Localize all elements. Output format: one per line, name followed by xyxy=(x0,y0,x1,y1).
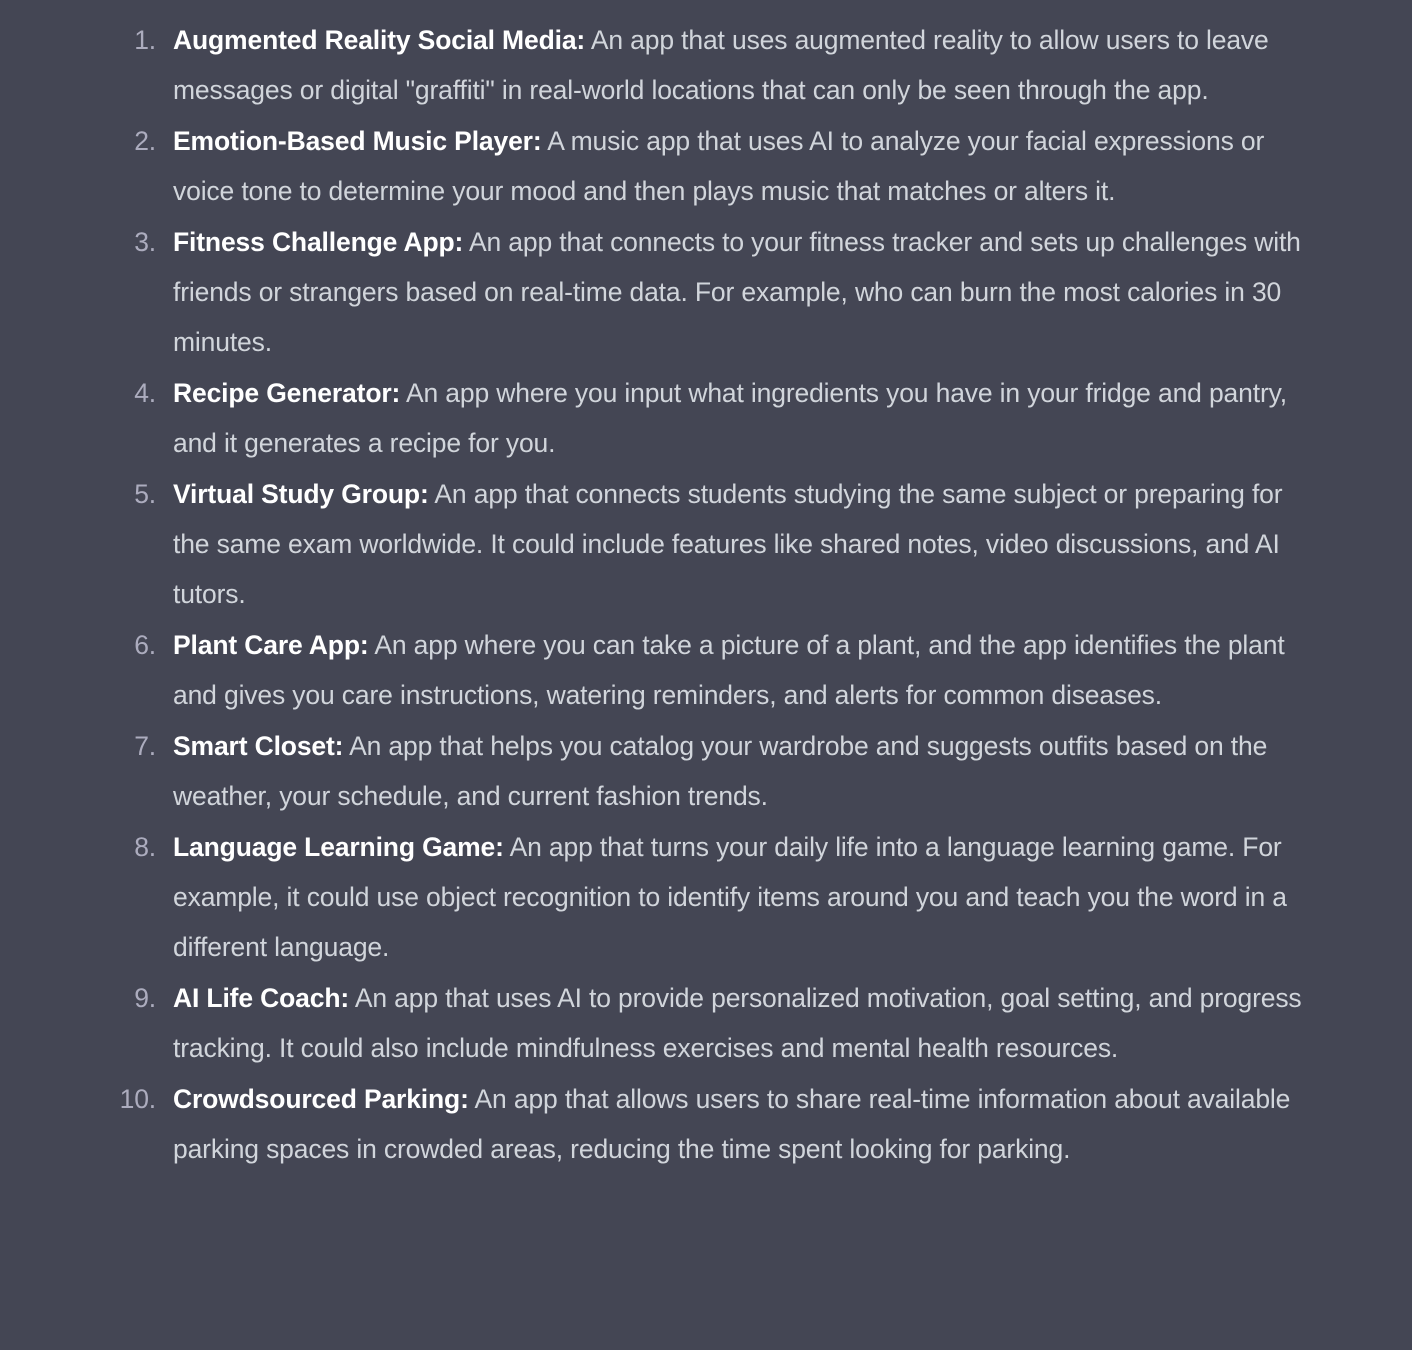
list-item xyxy=(0,1074,1412,1175)
list-number: 7. xyxy=(134,730,156,761)
list-item xyxy=(0,116,1412,217)
idea-description: A music app that uses AI to analyze your facial expressions or voice tone to determine your mood and then plays music that matches or alters it. xyxy=(173,125,1265,207)
idea-title: Emotion-Based Music Player: xyxy=(173,125,542,156)
idea-description: An app that turns your daily life into a language learning game. For example, it could use object recognition to identify items around you and teach you the word in a different language. xyxy=(173,831,1287,963)
idea-title: Fitness Challenge App: xyxy=(173,226,464,257)
list-item xyxy=(0,15,1412,116)
list-number: 10. xyxy=(119,1083,156,1114)
list-item xyxy=(0,368,1412,469)
list-number: 4. xyxy=(134,377,156,408)
list-item xyxy=(0,721,1412,822)
idea-description: An app that uses AI to provide personalized motivation, goal setting, and progress tracking. It could also include mindfulness exercises and mental health resources. xyxy=(173,982,1302,1064)
idea-title: Augmented Reality Social Media: xyxy=(173,25,586,55)
idea-description: An app that allows users to share real-time information about available parking spaces in crowded areas, reducing the time spent looking for parking. xyxy=(173,1083,1291,1164)
list-number: 1. xyxy=(134,25,156,55)
idea-title: Plant Care App: xyxy=(173,629,369,660)
list-item xyxy=(0,620,1412,721)
idea-description: An app that uses augmented reality to allow users to leave messages or digital "graffiti" in real-world locations that can only be seen through the app. xyxy=(173,25,1269,106)
list-number: 2. xyxy=(134,125,156,156)
list-item xyxy=(0,973,1412,1074)
list-item xyxy=(0,217,1412,368)
idea-description: An app that connects students studying the same subject or preparing for the same exam worldwide. It could include features like shared notes, video discussions, and AI tutors. xyxy=(173,478,1283,610)
idea-title: Recipe Generator: xyxy=(173,377,401,408)
idea-title: Virtual Study Group: xyxy=(173,478,429,509)
idea-title: Smart Closet: xyxy=(173,730,344,761)
idea-description: An app where you can take a picture of a plant, and the app identifies the plant and gives you care instructions, watering reminders, and alerts for common diseases. xyxy=(173,629,1285,711)
idea-description: An app where you input what ingredients you have in your fridge and pantry, and it generates a recipe for you. xyxy=(173,377,1287,459)
idea-description: An app that helps you catalog your wardrobe and suggests outfits based on the weather, your schedule, and current fashion trends. xyxy=(173,730,1268,812)
list-number: 3. xyxy=(134,226,156,257)
list-item xyxy=(0,822,1412,973)
idea-title: AI Life Coach: xyxy=(173,982,350,1013)
idea-title: Language Learning Game: xyxy=(173,831,504,862)
list-item xyxy=(0,469,1412,620)
idea-title: Crowdsourced Parking: xyxy=(173,1083,469,1114)
list-number: 8. xyxy=(134,831,156,862)
idea-description: An app that connects to your fitness tracker and sets up challenges with friends or strangers based on real-time data. For example, who can burn the most calories in 30 minutes. xyxy=(173,226,1301,358)
app-idea-list xyxy=(0,15,1412,1174)
chat-response xyxy=(0,15,1412,1174)
list-number: 5. xyxy=(134,478,156,509)
list-number: 6. xyxy=(134,629,156,660)
list-number: 9. xyxy=(134,982,156,1013)
